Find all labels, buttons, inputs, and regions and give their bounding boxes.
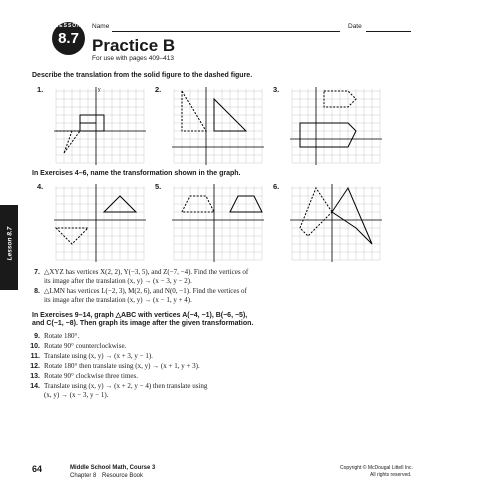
section1-instruction: Describe the translation from the solid figure to the dashed figure.: [32, 72, 253, 79]
footer-copyright: Copyright © McDougal Littell Inc.: [340, 465, 413, 471]
problem-8-line2: its image after the translation (x, y) → (x − 1, y + 4).: [44, 296, 192, 304]
problem-11-number: 11.: [30, 353, 40, 360]
problem-10-text: Rotate 90° counterclockwise.: [44, 342, 127, 350]
lesson-word: LESSON: [55, 23, 82, 29]
graph-exercise-3: [288, 85, 384, 167]
y-axis-label: y: [98, 87, 101, 93]
date-line[interactable]: [366, 31, 411, 32]
problem-12-text: Rotate 180° then translate using (x, y) → (x + 1, y + 3).: [44, 362, 200, 370]
problem-12-number: 12.: [30, 363, 40, 370]
lesson-number: 8.7: [58, 30, 79, 47]
problem-7-number: 7.: [34, 269, 40, 276]
problem-11: [26, 352, 153, 360]
problem-9-number: 9.: [34, 333, 40, 340]
section2-instruction: In Exercises 4–6, name the transformation shown in the graph.: [32, 170, 241, 177]
problem-10: [26, 342, 126, 350]
problem-12: [26, 362, 200, 370]
footer-book: Middle School Math, Course 3: [70, 465, 156, 471]
problem-8-text: △LMN has vertices L(−2, 3), M(2, 6), and N(0, −1). Find the vertices of: [44, 287, 247, 295]
problem-9-text: Rotate 180°.: [44, 332, 80, 340]
graph-exercise-1: [52, 85, 148, 167]
graph-exercise-6: [288, 182, 384, 264]
graph-exercise-2: [170, 85, 266, 167]
page-subtitle: For use with pages 409–413: [92, 55, 175, 62]
problem-13-number: 13.: [30, 373, 40, 380]
problem-7-text: △XYZ has vertices X(2, 2), Y(−3, 5), and Z(−7, −4). Find the vertices of: [44, 268, 249, 276]
problem-9: [26, 332, 79, 340]
problem-10-number: 10.: [30, 343, 40, 350]
section3-instruction-line1: In Exercises 9–14, graph △ABC with vertices A(−4, −1), B(−6, −5),: [32, 312, 248, 319]
problem-14-line2: (x, y) → (x − 3, y − 1).: [44, 391, 109, 399]
problem-13: [26, 372, 138, 380]
footer-rights: All rights reserved.: [370, 472, 412, 478]
footer-resource: Resource Book: [102, 473, 144, 479]
footer-chapter: Chapter 8: [70, 473, 97, 479]
problem-13-text: Rotate 90° clockwise three times.: [44, 372, 138, 380]
problem-8: [26, 287, 247, 295]
section3-instruction-line2: and C(−1, −8). Then graph its image after the given transformation.: [32, 320, 254, 327]
problem-7: [26, 268, 248, 276]
problem-8-number: 8.: [34, 288, 40, 295]
name-label: Name: [92, 23, 110, 30]
exercise-4-number: 4.: [37, 182, 44, 191]
side-tab-label: Lesson 8.7: [6, 226, 14, 261]
exercise-5-number: 5.: [155, 182, 162, 191]
graph-exercise-5: [170, 182, 266, 264]
exercise-1-number: 1.: [37, 85, 44, 94]
problem-14-text: Translate using (x, y) → (x + 2, y − 4) then translate using: [44, 382, 208, 390]
exercise-6-number: 6.: [273, 182, 280, 191]
problem-14: [26, 382, 207, 390]
lesson-badge: [52, 22, 85, 55]
problem-14-number: 14.: [30, 383, 40, 390]
name-line[interactable]: [112, 31, 340, 32]
date-label: Date: [348, 23, 362, 30]
problem-11-text: Translate using (x, y) → (x + 3, y − 1).: [44, 352, 153, 360]
graph-exercise-4: [52, 182, 148, 264]
page-number: 64: [32, 464, 43, 474]
exercise-3-number: 3.: [273, 85, 280, 94]
page-title: Practice B: [92, 36, 176, 55]
problem-7-line2: its image after the translation (x, y) → (x − 3, y − 2).: [44, 277, 192, 285]
exercise-2-number: 2.: [155, 85, 162, 94]
